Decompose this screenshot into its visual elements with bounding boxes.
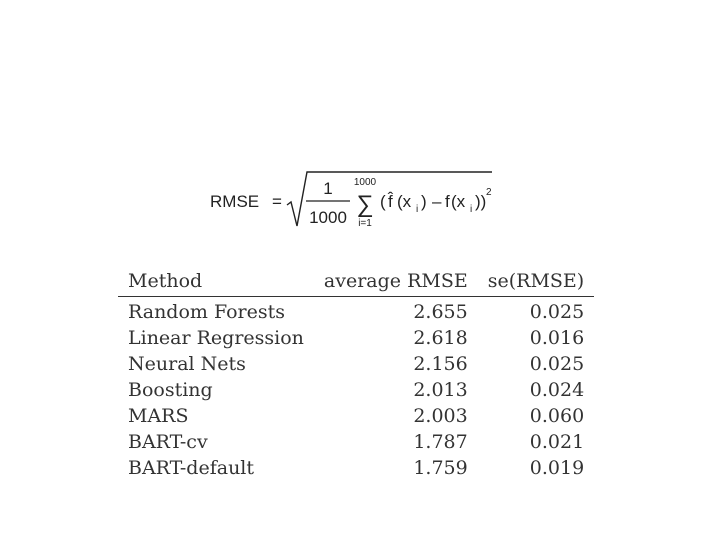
table-header (118, 266, 594, 297)
cell-rmse: 2.618 (413, 327, 468, 349)
header-se-rmse: se(RMSE) (487, 270, 585, 292)
minus-sign: – (432, 192, 442, 211)
table-row (118, 455, 594, 481)
arg2: (x (451, 192, 466, 211)
arg2-close: )) (475, 192, 487, 211)
sum-upper-limit: 1000 (353, 177, 377, 188)
rmse-formula (0, 0, 720, 260)
table-body (118, 297, 594, 482)
cell-method: Linear Regression (128, 327, 304, 349)
power-superscript: 2 (486, 187, 492, 198)
cell-rmse: 2.003 (413, 405, 468, 427)
cell-se: 0.060 (529, 405, 585, 427)
formula-equals: = (272, 192, 282, 211)
cell-method: MARS (128, 405, 189, 427)
header-row (118, 266, 594, 297)
cell-se: 0.025 (529, 301, 585, 323)
cell-se: 0.019 (529, 457, 585, 479)
table-row (118, 351, 594, 377)
cell-se: 0.025 (529, 353, 585, 375)
fraction-denominator: 1000 (309, 208, 347, 227)
arg1-close: ) (421, 192, 427, 211)
term-open-paren: ( (380, 192, 386, 211)
f-symbol: f (445, 192, 450, 211)
cell-rmse: 1.787 (413, 431, 468, 453)
header-method: Method (128, 270, 203, 292)
table-row (118, 377, 594, 403)
cell-rmse: 2.156 (413, 353, 468, 375)
results-table (118, 266, 594, 481)
cell-se: 0.024 (529, 379, 585, 401)
cell-se: 0.016 (529, 327, 585, 349)
rmse-formula-svg (0, 0, 720, 260)
cell-rmse: 2.013 (413, 379, 468, 401)
header-average-rmse: average RMSE (323, 270, 468, 292)
arg2-subscript: i (470, 204, 473, 215)
arg1-subscript: i (416, 204, 419, 215)
cell-method: BART-cv (128, 431, 208, 453)
fraction-numerator: 1 (323, 179, 333, 198)
arg1: (x (397, 192, 412, 211)
table-row (118, 429, 594, 455)
cell-rmse: 1.759 (413, 457, 468, 479)
cell-rmse: 2.655 (413, 301, 468, 323)
formula-lhs: RMSE (210, 192, 260, 211)
table-row (118, 297, 594, 326)
cell-se: 0.021 (529, 431, 585, 453)
cell-method: BART-default (128, 457, 255, 479)
sum-symbol: ∑ (356, 191, 374, 218)
cell-method: Random Forests (128, 301, 286, 323)
cell-method: Boosting (128, 379, 213, 401)
cell-method: Neural Nets (128, 353, 246, 375)
table-row (118, 403, 594, 429)
table-row (118, 325, 594, 351)
sum-lower-limit: i=1 (358, 218, 372, 229)
f-hat: f̂ (388, 192, 393, 211)
